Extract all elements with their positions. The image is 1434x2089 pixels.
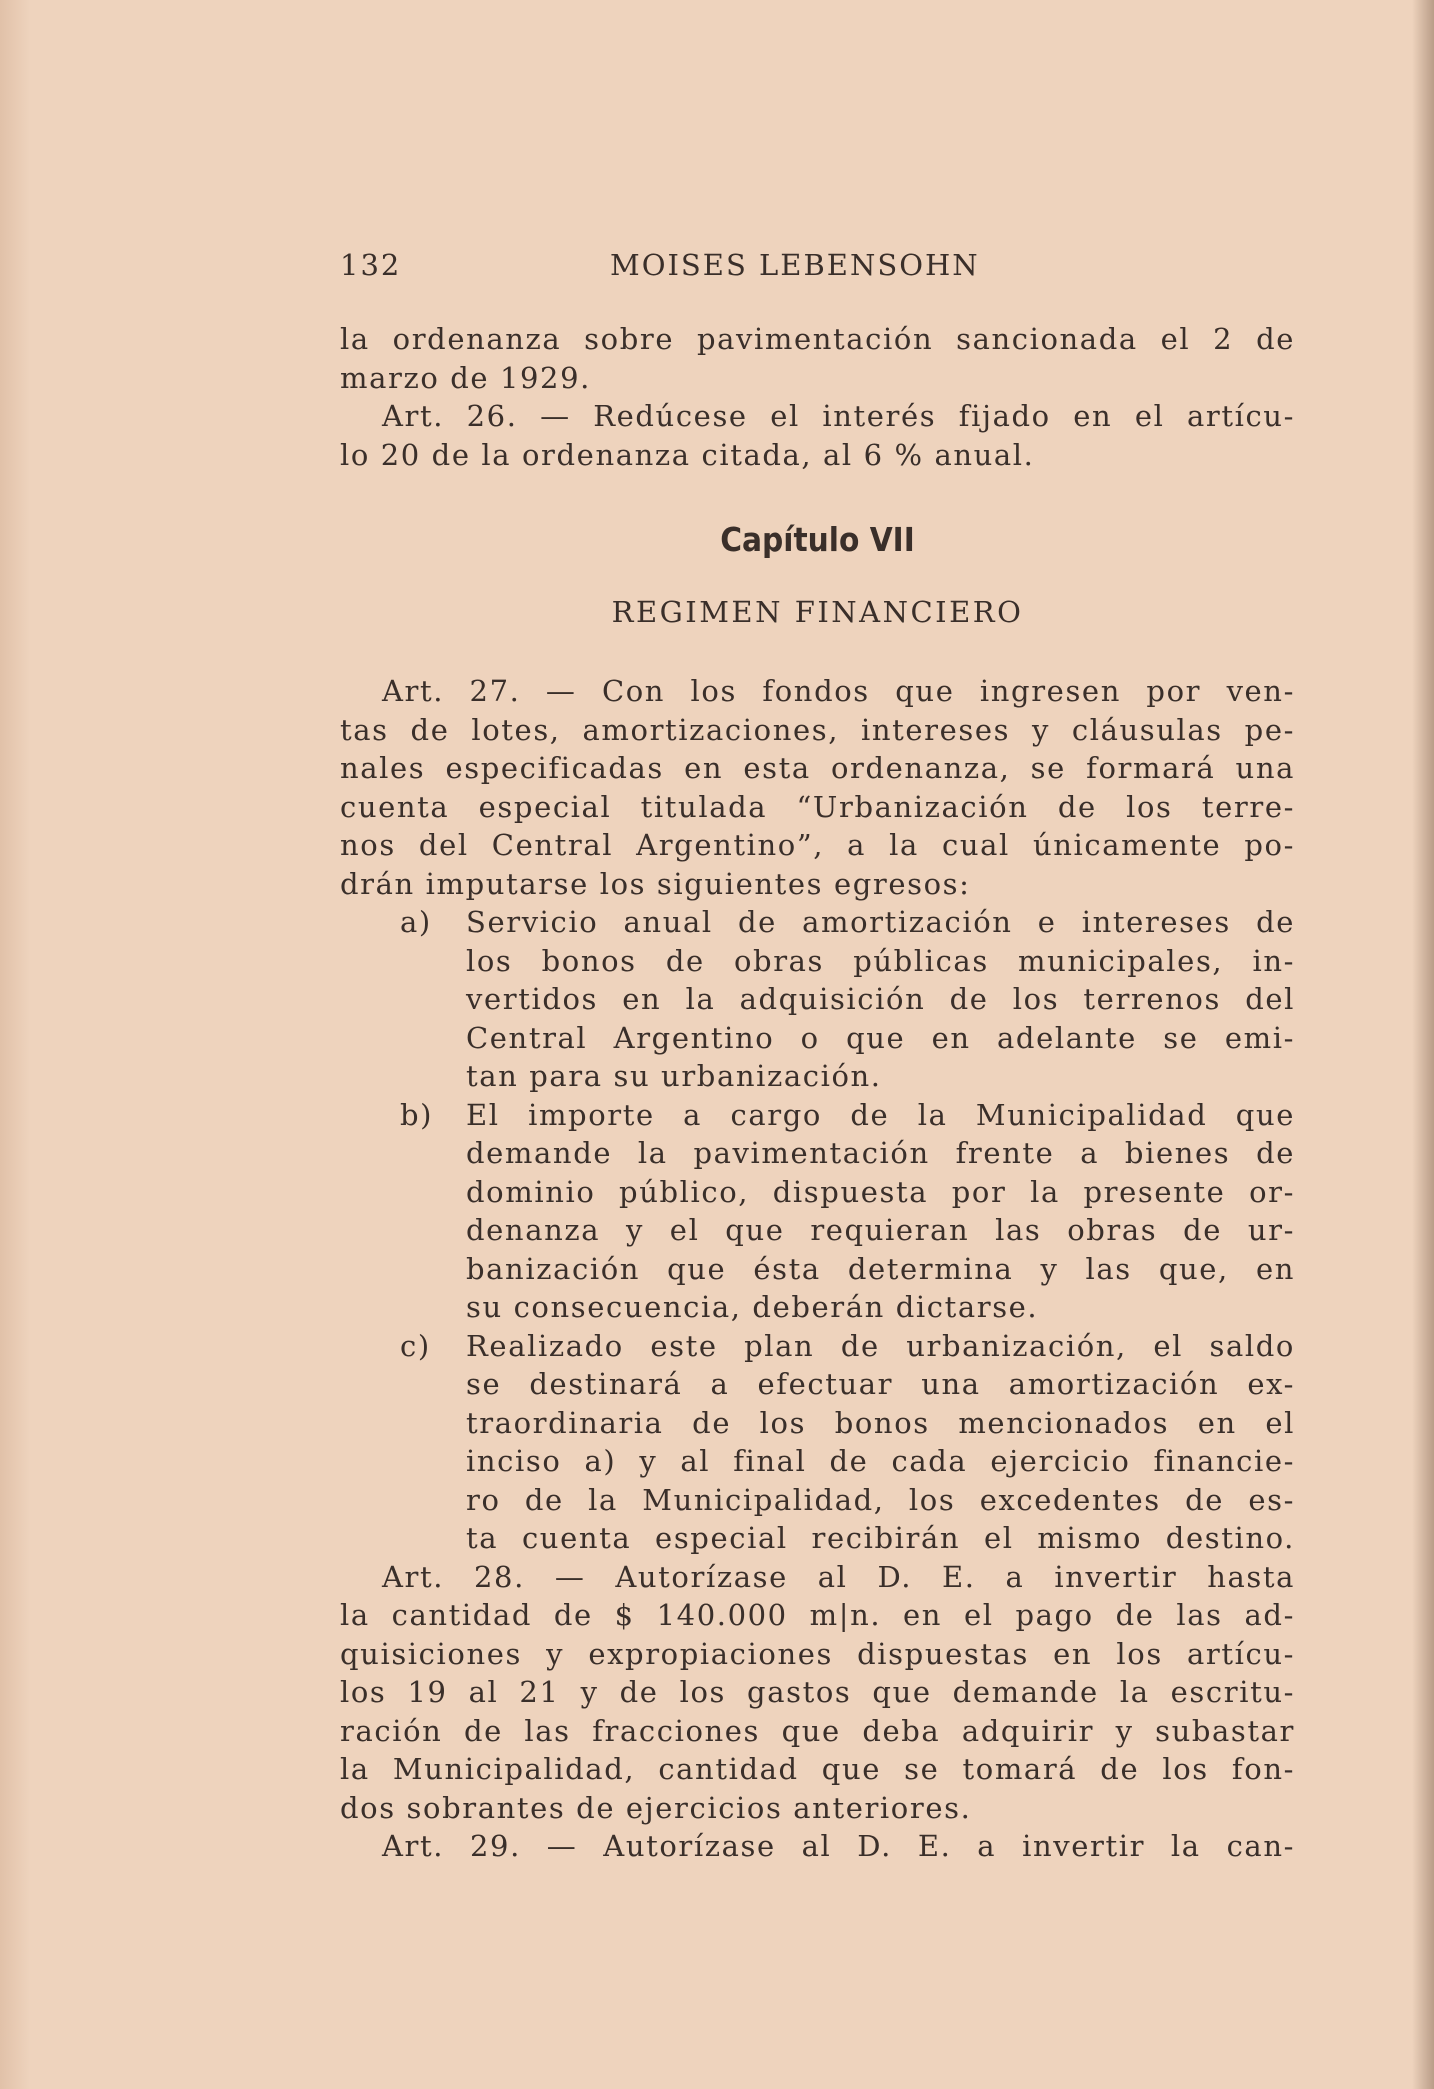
article-28-line: quisiciones y expropiaciones dispuestas en los artícu-: [340, 1636, 1295, 1671]
item-line: banización que ésta determina y las que, en: [466, 1251, 1295, 1286]
section-heading: REGIMEN FINANCIERO: [611, 595, 1024, 629]
article-28-line: los 19 al 21 y de los gastos que demande la escritu-: [340, 1675, 1295, 1709]
item-line: Central Argentino o que en adelante se emi-: [466, 1020, 1295, 1055]
article-26-line: lo 20 de la ordenanza citada, al 6 % anual.: [340, 437, 1035, 472]
item-line: Servicio anual de amortización e intereses de: [466, 905, 1295, 939]
article-27-line: Art. 27. — Con los fondos que ingresen por ven-: [382, 674, 1295, 708]
article-28-line: Art. 28. — Autorízase al D. E. a invertir hasta: [382, 1559, 1295, 1594]
article-27-line: drán imputarse los siguientes egresos:: [340, 866, 971, 901]
item-line: ta cuenta especial recibirán el mismo destino.: [466, 1521, 1295, 1555]
list-item-b: [340, 1096, 1295, 1327]
item-line: denanza y el que requieran las obras de ur-: [466, 1213, 1295, 1247]
item-line: los bonos de obras públicas municipales, in-: [466, 943, 1295, 978]
chapter-heading: Capítulo VII: [720, 520, 915, 559]
article-26-line: Art. 26. — Redúcese el interés fijado en el artícu-: [382, 399, 1295, 433]
article-27-line: tas de lotes, amortizaciones, intereses y cláusulas pe-: [340, 712, 1295, 747]
running-title: MOISES LEBENSOHN: [610, 248, 980, 282]
item-label: c): [400, 1328, 431, 1363]
item-label: b): [400, 1097, 434, 1132]
article-28-line: dos sobrantes de ejercicios anteriores.: [340, 1790, 972, 1825]
article-29-line: Art. 29. — Autorízase al D. E. a invertir la can-: [382, 1829, 1295, 1863]
article-28-line: la Municipalidad, cantidad que se tomará de los fon-: [340, 1752, 1295, 1786]
article-27-line: nales especificadas en esta ordenanza, se formará una: [340, 751, 1295, 785]
item-label: a): [400, 905, 432, 939]
item-line: su consecuencia, deberán dictarse.: [466, 1290, 1039, 1324]
item-line: demande la pavimentación frente a bienes de: [466, 1136, 1295, 1170]
intro-paragraph: [340, 320, 1295, 474]
text-line: la ordenanza sobre pavimentación sancionada el 2 de: [340, 322, 1295, 356]
item-line: El importe a cargo de la Municipalidad que: [466, 1097, 1295, 1132]
item-line: se destinará a efectuar una amortización ex-: [466, 1367, 1295, 1401]
item-line: Realizado este plan de urbanización, el saldo: [466, 1328, 1295, 1363]
item-line: vertidos en la adquisición de los terrenos del: [466, 982, 1295, 1016]
list-item-a: [340, 903, 1295, 1096]
list-item-c: [340, 1327, 1295, 1558]
item-line: traordinaria de los bonos mencionados en el: [466, 1405, 1295, 1440]
item-line: inciso a) y al final de cada ejercicio financie-: [466, 1444, 1295, 1478]
article-27: [340, 672, 1295, 1866]
article-28-line: la cantidad de $ 140.000 m|n. en el pago de las ad-: [340, 1598, 1295, 1632]
article-27-line: cuenta especial titulada “Urbanización de los terre-: [340, 789, 1295, 824]
article-27-line: nos del Central Argentino”, a la cual únicamente po-: [340, 828, 1295, 862]
item-line: ro de la Municipalidad, los excedentes de es-: [466, 1482, 1295, 1517]
item-line: tan para su urbanización.: [466, 1059, 882, 1093]
page-number: 132: [340, 248, 402, 282]
item-line: dominio público, dispuesta por la presente or-: [466, 1174, 1295, 1209]
article-28-line: ración de las fracciones que deba adquirir y subastar: [340, 1713, 1295, 1748]
text-line: marzo de 1929.: [340, 360, 591, 395]
